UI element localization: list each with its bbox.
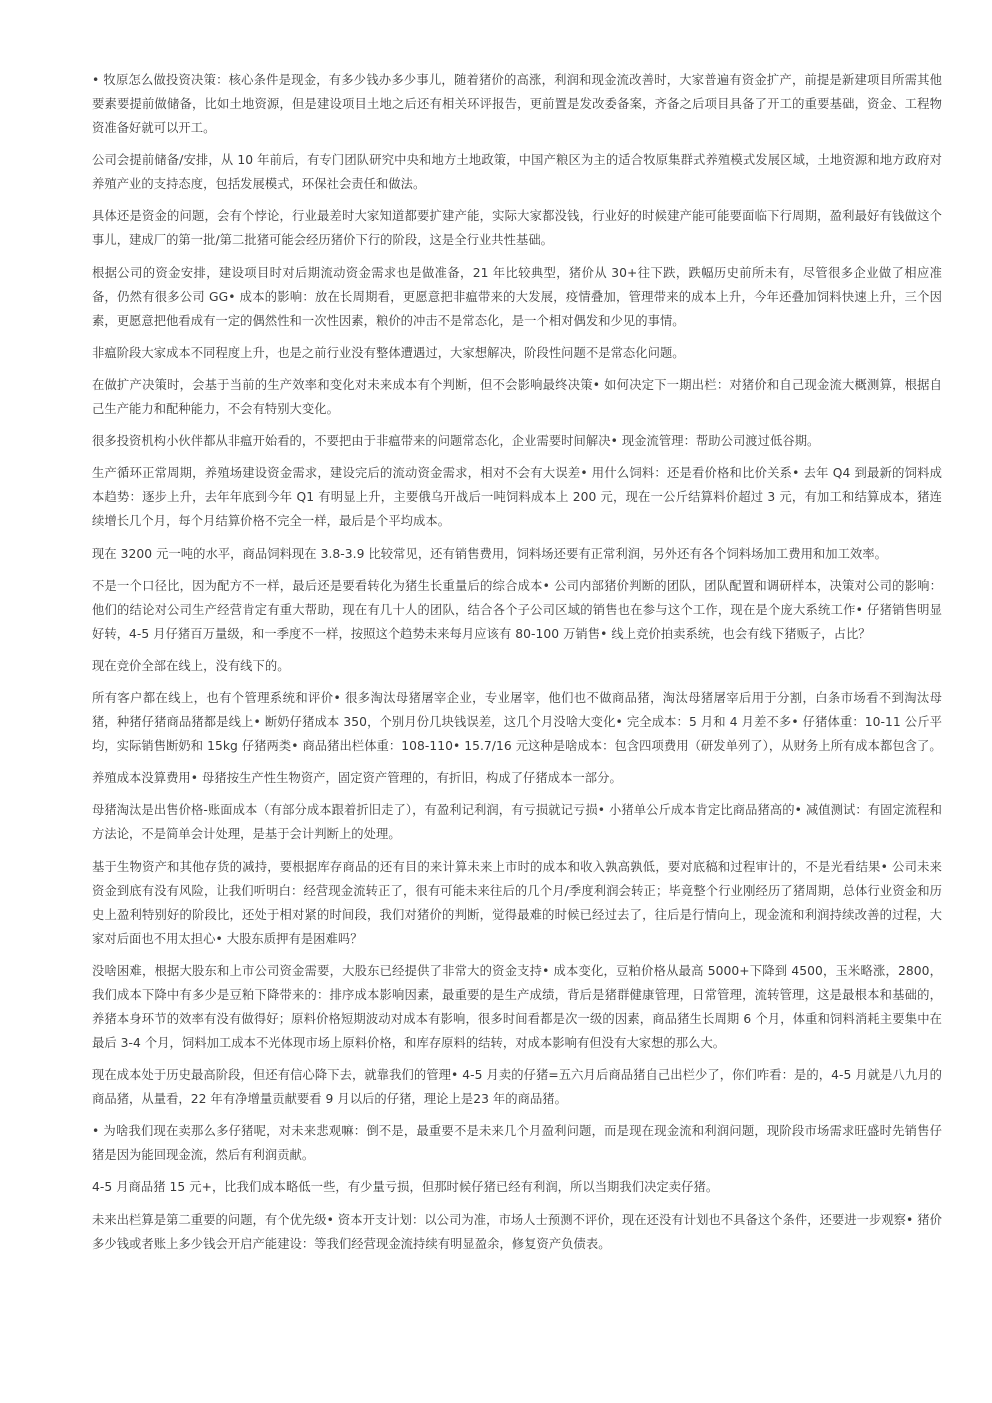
paragraph: 4-5 月商品猪 15 元+，比我们成本略低一些，有少量亏损，但那时候仔猪已经有利润，所以当期我们决定卖仔猪。 (92, 1180, 719, 1195)
paragraph: 生产循环正常周期，养殖场建设资金需求，建设完后的流动资金需求，相对不会有大误差• 用什么饲料：还是看价格和比价关系• 去年 Q4 到最新的饲料成本趋势：逐步上升，去年年底到今年 Q1 有明显上升，主要俄乌开战后一吨饲料成本上 200 元，现在一公斤结算料价超过 3 元，有加工和结算成本，猪连续增长几个月，每个月结算价格不完全一样，最后是个平均成本。 (92, 466, 942, 529)
paragraph: 没啥困难，根据大股东和上市公司资金需要，大股东已经提供了非常大的资金支持• 成本变化，豆粕价格从最高 5000+下降到 4500，玉米略涨，2800，我们成本下降中有多少是豆粕下降带来的：排序成本影响因素，最重要的是生产成绩，背后是猪群健康管理，日常管理，流转管理，这是最根本和基础的，养猪本身环节的效率有没有做得好；原料价格短期波动对成本有影响，很多时间看都是次一级的因素，商品猪生长周期 6 个月，体重和饲料消耗主要集中在最后 3-4 个月，饲料加工成本不光体现市场上原料价格，和库存原料的结转，对成本影响有但没有大家想的那么大。 (92, 963, 942, 1050)
paragraph: 很多投资机构小伙伴都从非瘟开始看的，不要把由于非瘟带来的问题常态化，企业需要时间解决• 现金流管理：帮助公司渡过低谷期。 (92, 434, 820, 449)
paragraph: • 为啥我们现在卖那么多仔猪呢，对未来悲观嘛：倒不是，最重要不是未来几个月盈利问题，而是现在现金流和利润问题，现阶段市场需求旺盛时先销售仔猪是因为能回现金流，然后有利润贡献。 (92, 1124, 942, 1163)
paragraph: 具体还是资金的问题，会有个悖论，行业最差时大家知道都要扩建产能，实际大家都没钱，行业好的时候建产能可能要面临下行周期，盈利最好有钱做这个事儿，建成厂的第一批/第二批猪可能会经历猪价下行的阶段，这是全行业共性基础。 (92, 209, 942, 248)
paragraph: 养殖成本没算费用• 母猪按生产性生物资产，固定资产管理的，有折旧，构成了仔猪成本一部分。 (92, 771, 622, 786)
paragraph: 非瘟阶段大家成本不同程度上升，也是之前行业没有整体遭遇过，大家想解决，阶段性问题不是常态化问题。 (92, 345, 685, 360)
paragraph: 基于生物资产和其他存货的减持，要根据库存商品的还有目的来计算未来上市时的成本和收入孰高孰低，要对底稿和过程审计的，不是光看结果• 公司未来资金到底有没有风险，让我们听明白：经营现金流转正了，很有可能未来往后的几个月/季度利润会转正；毕竟整个行业刚经历了猪周期，总体行业资金和历史上盈利特别好的阶段比，还处于相对紧的时间段，我们对猪价的判断，觉得最难的时候已经过去了，往后是行情向上，现金流和利润持续改善的过程，大家对后面也不用太担心• 大股东质押有是困难吗？ (92, 859, 942, 946)
paragraph: 现在 3200 元一吨的水平，商品饲料现在 3.8-3.9 比较常见，还有销售费用，饲料场还要有正常利润，另外还有各个饲料场加工费用和加工效率。 (92, 546, 888, 561)
paragraph: 不是一个口径比，因为配方不一样，最后还是要看转化为猪生长重量后的综合成本• 公司内部猪价判断的团队，团队配置和调研样本，决策对公司的影响：他们的结论对公司生产经营肯定有重大帮助，现在有几十人的团队，结合各个子公司区域的销售也在参与这个工作，现在是个庞大系统工作• 仔猪销售明显好转，4-5 月仔猪百万量级，和一季度不一样，按照这个趋势未来每月应该有 80-100 万销售• 线上竞价拍卖系统，也会有线下猪贩子，占比？ (92, 578, 942, 641)
paragraph: 所有客户都在线上，也有个管理系统和评价• 很多淘汰母猪屠宰企业，专业屠宰，他们也不做商品猪，淘汰母猪屠宰后用于分割，白条市场看不到淘汰母猪，种猪仔猪商品猪都是线上• 断奶仔猪成本 350，个别月份几块钱误差，这几个月没啥大变化• 完全成本：5 月和 4 月差不多• 仔猪体重：10-11 公斤平均，实际销售断奶和 15kg 仔猪两类• 商品猪出栏体重：108-110• 15.7/16 元这种是啥成本：包含四项费用（研发单列了），从财务上所有成本都包含了。 (92, 691, 942, 754)
paragraph: 母猪淘汰是出售价格-账面成本（有部分成本跟着折旧走了），有盈利记利润，有亏损就记亏损• 小猪单公斤成本肯定比商品猪高的• 减值测试：有固定流程和方法论，不是简单会计处理，是基于会计判断上的处理。 (92, 803, 942, 842)
document-body (92, 68, 942, 1264)
paragraph: 未来出栏算是第二重要的问题，有个优先级• 资本开支计划：以公司为准，市场人士预测不评价，现在还没有计划也不具备这个条件，还要进一步观察• 猪价多少钱或者账上多少钱会开启产能建设：等我们经营现金流持续有明显盈余，修复资产负债表。 (92, 1212, 942, 1251)
paragraph: • 牧原怎么做投资决策：核心条件是现金，有多少钱办多少事儿，随着猪价的高涨，利润和现金流改善时，大家普遍有资金扩产，前提是新建项目所需其他要素要提前做储备，比如土地资源，但是建设项目土地之后还有相关环评报告，更前置是发改委备案，齐备之后项目具备了开工的重要基础，资金、工程物资准备好就可以开工。 (92, 73, 942, 135)
paragraph: 现在成本处于历史最高阶段，但还有信心降下去，就靠我们的管理• 4-5 月卖的仔猪=五六月后商品猪自己出栏少了，你们咋看：是的，4-5 月就是八九月的商品猪，从量看，22 年有净增量贡献要看 9 月以后的仔猪，理论上是23 年的商品猪。 (92, 1068, 942, 1106)
paragraph: 根据公司的资金安排，建设项目时对后期流动资金需求也是做准备，21 年比较典型，猪价从 30+往下跌，跌幅历史前所未有，尽管很多企业做了相应准备，仍然有很多公司 GG• 成本的影响：放在长周期看，更愿意把非瘟带来的大发展，疫情叠加，管理带来的成本上升，今年还叠加饲料快速上升，三个因素，更愿意把他看成有一定的偶然性和一次性因素，粮价的冲击不是常态化，是一个相对偶发和少见的事情。 (92, 265, 942, 328)
paragraph: 现在竞价全部在线上，没有线下的。 (92, 658, 290, 673)
paragraph: 在做扩产决策时，会基于当前的生产效率和变化对未来成本有个判断，但不会影响最终决策• 如何决定下一期出栏：对猪价和自己现金流大概测算，根据自己生产能力和配种能力，不会有特别大变化。 (92, 377, 942, 416)
paragraph: 公司会提前储备/安排，从 10 年前后，有专门团队研究中央和地方土地政策，中国产粮区为主的适合牧原集群式养殖模式发展区域，土地资源和地方政府对养殖产业的支持态度，包括发展模式，环保社会责任和做法。 (92, 153, 942, 192)
